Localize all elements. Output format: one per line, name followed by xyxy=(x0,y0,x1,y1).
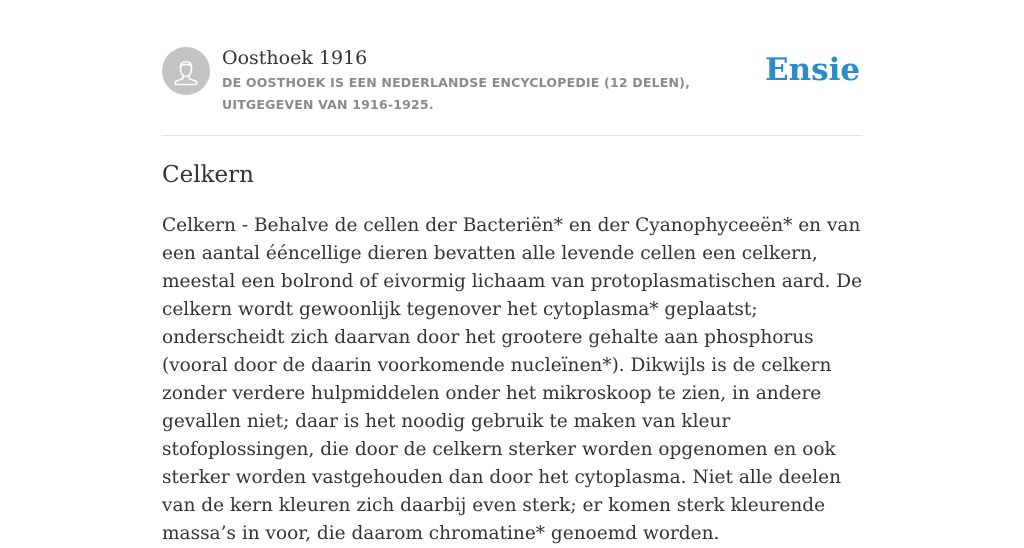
source-description: DE OOSTHOEK IS EEN NEDERLANDSE ENCYCLOPEDIE (12 DELEN), UITGEGEVEN VAN 1916-1925. xyxy=(222,75,691,112)
article-title: Celkern xyxy=(162,162,254,188)
article-body: Celkern - Behalve de cellen der Bacteriën* en der Cyanophyceeën* en van een aantal ééncellige dieren bevatten alle levende cellen een celkern, meestal een bolrond of eivormig lichaam van protoplasmatischen aard. De celkern wordt gewoonlijk tegenover het cytoplasma* geplaatst; onderscheidt zich daarvan door het grootere gehalte aan phosphorus (vooral door de daarin voorkomende nucleïnen*). Dikwijls is de celkern zonder verdere hulpmiddelen onder het mikroskoop te zien, in andere gevallen niet; daar is het noodig gebruik te maken van kleur stofoplossingen, die door de celkern sterker worden opgenomen en ook sterker worden vastgehouden dan door het cytoplasma. Niet alle deelen van de kern kleuren zich daarbij even sterk; er komen sterk kleurende massa’s in voor, die daarom chromatine* genoemd worden. xyxy=(162,215,863,544)
ensie-logo[interactable]: Ensie xyxy=(765,52,861,88)
source-title[interactable]: Oosthoek 1916 xyxy=(222,47,368,69)
header-divider xyxy=(162,135,862,136)
user-silhouette-icon[interactable] xyxy=(162,47,210,95)
source-header xyxy=(162,46,862,116)
